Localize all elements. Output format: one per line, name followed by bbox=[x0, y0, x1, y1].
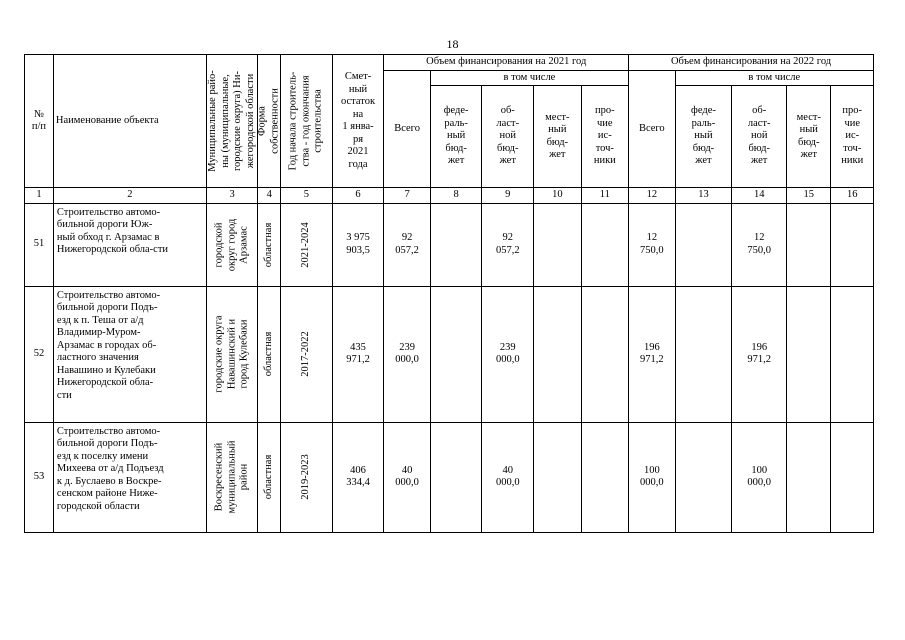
municipality-cell: городские округа Навашинский и город Кулебаки bbox=[206, 286, 258, 422]
col-number: 15 bbox=[787, 188, 831, 204]
ownership-cell: областная bbox=[258, 203, 281, 286]
col-number: 5 bbox=[281, 188, 333, 204]
header-federal-2022: феде- раль- ный бюд- жет bbox=[675, 86, 732, 188]
federal-2022-cell bbox=[675, 286, 732, 422]
regional-2021-cell: 40 000,0 bbox=[482, 422, 534, 532]
col-number: 13 bbox=[675, 188, 732, 204]
local-2021-cell bbox=[534, 203, 582, 286]
header-years: Год начала строитель- ства - год окончания строительства bbox=[281, 55, 333, 188]
years-cell: 2017-2022 bbox=[281, 286, 333, 422]
balance-cell: 3 975 903,5 bbox=[332, 203, 384, 286]
header-municipality: Муниципальные райо- ны (муниципальные, городские округа) Ни- жегородской области bbox=[206, 55, 258, 188]
row-number: 53 bbox=[25, 422, 54, 532]
financing-table bbox=[24, 54, 874, 533]
other-2021-cell bbox=[581, 203, 629, 286]
header-local-2022: мест- ный бюд- жет bbox=[787, 86, 831, 188]
local-2022-cell bbox=[787, 422, 831, 532]
total-2022-cell: 196 971,2 bbox=[629, 286, 675, 422]
header-federal-2021: феде- раль- ный бюд- жет bbox=[430, 86, 482, 188]
col-number: 9 bbox=[482, 188, 534, 204]
col-number: 12 bbox=[629, 188, 675, 204]
balance-cell: 435 971,2 bbox=[332, 286, 384, 422]
header-regional-2021: об- ласт- ной бюд- жет bbox=[482, 86, 534, 188]
header-balance: Смет- ный остаток на 1 янва- ря 2021 года bbox=[332, 55, 384, 188]
col-number: 14 bbox=[732, 188, 787, 204]
col-number: 2 bbox=[53, 188, 206, 204]
header-ownership: Форма собственности bbox=[258, 55, 281, 188]
other-2021-cell bbox=[581, 422, 629, 532]
other-2021-cell bbox=[581, 286, 629, 422]
header-num: № п/п bbox=[25, 55, 54, 188]
table-row bbox=[25, 422, 874, 532]
regional-2022-cell: 100 000,0 bbox=[732, 422, 787, 532]
other-2022-cell bbox=[831, 422, 874, 532]
header-other-2021: про- чие ис- точ- ники bbox=[581, 86, 629, 188]
regional-2021-cell: 92 057,2 bbox=[482, 203, 534, 286]
col-number: 11 bbox=[581, 188, 629, 204]
ownership-cell: областная bbox=[258, 422, 281, 532]
total-2022-cell: 12 750,0 bbox=[629, 203, 675, 286]
local-2022-cell bbox=[787, 203, 831, 286]
header-2021: Объем финансирования на 2021 год bbox=[384, 55, 629, 71]
header-2022: Объем финансирования на 2022 год bbox=[629, 55, 874, 71]
balance-cell: 406 334,4 bbox=[332, 422, 384, 532]
federal-2022-cell bbox=[675, 203, 732, 286]
header-total-2021: Всего bbox=[384, 70, 430, 188]
object-name: Строительство автомо- бильной дороги Подъ- езд к поселку имени Михеева от а/д Подъезд к д. Буслаево в Воскре- сенском районе Ниже- городской области bbox=[53, 422, 206, 532]
table-row bbox=[25, 203, 874, 286]
page-number: 18 bbox=[446, 37, 459, 51]
municipality-cell: городской округ город Арзамас bbox=[206, 203, 258, 286]
col-number: 10 bbox=[534, 188, 582, 204]
years-cell: 2019-2023 bbox=[281, 422, 333, 532]
regional-2021-cell: 239 000,0 bbox=[482, 286, 534, 422]
table-row bbox=[25, 286, 874, 422]
total-2021-cell: 40 000,0 bbox=[384, 422, 430, 532]
col-number: 16 bbox=[831, 188, 874, 204]
federal-2021-cell bbox=[430, 422, 482, 532]
col-number: 1 bbox=[25, 188, 54, 204]
total-2021-cell: 92 057,2 bbox=[384, 203, 430, 286]
col-number: 4 bbox=[258, 188, 281, 204]
local-2022-cell bbox=[787, 286, 831, 422]
header-including-2021: в том числе bbox=[430, 70, 628, 86]
local-2021-cell bbox=[534, 286, 582, 422]
years-cell: 2021-2024 bbox=[281, 203, 333, 286]
header-other-2022: про- чие ис- точ- ники bbox=[831, 86, 874, 188]
other-2022-cell bbox=[831, 203, 874, 286]
header-object-name: Наименование объекта bbox=[53, 55, 206, 188]
column-numbers-row bbox=[25, 188, 874, 204]
local-2021-cell bbox=[534, 422, 582, 532]
municipality-cell: Воскресенский муниципальный район bbox=[206, 422, 258, 532]
header-total-2022: Всего bbox=[629, 70, 675, 188]
row-number: 51 bbox=[25, 203, 54, 286]
col-number: 6 bbox=[332, 188, 384, 204]
regional-2022-cell: 12 750,0 bbox=[732, 203, 787, 286]
object-name: Строительство автомо- бильной дороги Подъ- езд к п. Теша от а/д Владимир-Муром- Арзамас в городах об- ластного значения Навашино и Кулебаки Нижегородской обла- сти bbox=[53, 286, 206, 422]
regional-2022-cell: 196 971,2 bbox=[732, 286, 787, 422]
col-number: 7 bbox=[384, 188, 430, 204]
other-2022-cell bbox=[831, 286, 874, 422]
federal-2021-cell bbox=[430, 203, 482, 286]
col-number: 3 bbox=[206, 188, 258, 204]
total-2021-cell: 239 000,0 bbox=[384, 286, 430, 422]
object-name: Строительство автомо- бильной дороги Юж- ный обход г. Арзамас в Нижегородской обла-сти bbox=[53, 203, 206, 286]
header-including-2022: в том числе bbox=[675, 70, 873, 86]
header-local-2021: мест- ный бюд- жет bbox=[534, 86, 582, 188]
federal-2022-cell bbox=[675, 422, 732, 532]
col-number: 8 bbox=[430, 188, 482, 204]
ownership-cell: областная bbox=[258, 286, 281, 422]
header-regional-2022: об- ласт- ной бюд- жет bbox=[732, 86, 787, 188]
federal-2021-cell bbox=[430, 286, 482, 422]
total-2022-cell: 100 000,0 bbox=[629, 422, 675, 532]
row-number: 52 bbox=[25, 286, 54, 422]
